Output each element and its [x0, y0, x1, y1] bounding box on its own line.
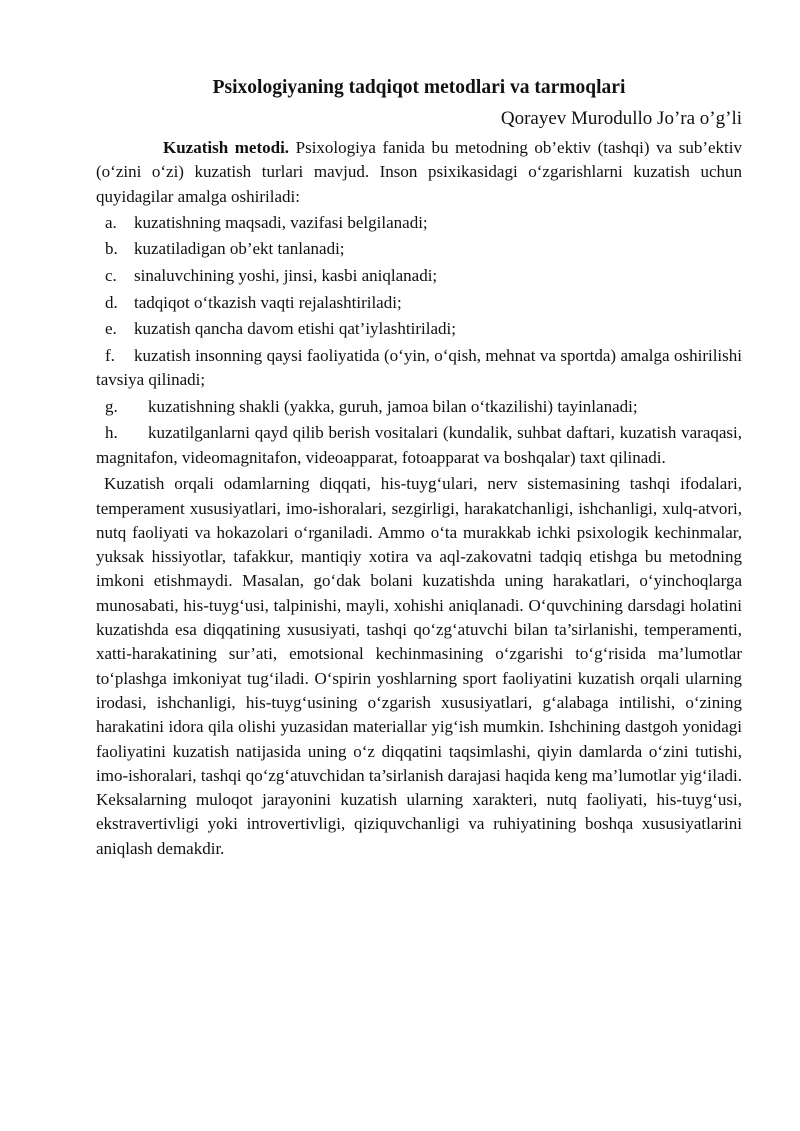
author-name: Qorayev Murodullo Jo’ra o’g’li: [500, 108, 742, 129]
list-item: [96, 421, 742, 470]
list-item: [96, 317, 742, 341]
list-item-text: sinaluvchining yoshi, jinsi, kasbi aniqlanadi;: [134, 266, 438, 286]
list-marker: d.: [105, 292, 118, 312]
list-item-text: kuzatishning shakli (yakka, guruh, jamoa bilan o‘tkazilishi) tayinlanadi;: [148, 396, 638, 416]
body-paragraph: Kuzatish orqali odamlarning diqqati, his-tuyg‘ulari, nerv sistemasining tashqi ifodalari, temperament xususiyatlari, imo-ishoralari, sezgirligi, harakatchanligi, ishchanligi, xulq-atvori, nutq faoliyati va hokazolari o‘rganiladi. Ammo o‘ta murakkab ichki psixologik kechinmalar, yuksak hissiyotlar, tafakkur, mantiqiy xotira va aql-zakovatni tadqiq etishga bu metodning imkoni etishmaydi. Masalan, go‘dak bolani kuzatishda uning harakatlari, o‘yinchoqlarga munosabati, his-tuyg‘usi, talpinishi, mayli, xohishi aniqlanadi. O‘quvchining darsdagi holatini kuzatishda esa diqqatining xususiyati, tashqi qo‘zg‘atuvchi bilan ta’sirlanishi, temperamenti, xatti-harakatining sur’ati, emotsional kechinmasining o‘zgarishi to‘g‘risida ma’lumotlar to‘plashga imkoniyat tug‘iladi. O‘spirin yoshlarning sport faoliyatini kuzatish orqali ularning irodasi, ishchanligi, his-tuyg‘usining o‘zgarish xususiyatlari, g‘alabaga intilishi, o‘zining harakatini idora qila olishi yuzasidan materiallar yig‘ish mumkin. Ishchining dastgoh yonidagi faoliyatini kuzatish natijasida uning o‘z diqqatini taqsimlashi, qiyin damlarda o‘zini tutishi, imo-ishoralari, tashqi qo‘zg‘atuvchidan ta’sirlanish darajasi haqida keng ma’lumotlar yig‘iladi. Keksalarning muloqot jarayonini kuzatish ularning xarakteri, nutq faoliyati, his-tuyg‘usi, ekstravertivligi yoki introvertivligi, qiziquvchanligi va ruhiyatining boshqa xususiyatlarini aniqlash demakdir.: [96, 474, 742, 858]
intro-text: Psixologiya fanida bu metodning ob’ektiv (tashqi) va sub’ektiv (o‘zini o‘zi) kuzatish turlari mavjud. Inson psixikasidagi o‘zgarishlarni kuzatish uchun quyidagilar amalga oshiriladi:: [96, 138, 742, 206]
list-item: [96, 395, 742, 419]
list-item-text: kuzatilganlarni qayd qilib berish vositalari (kundalik, suhbat daftari, kuzatish varaqasi, magnitafon, videomagnitafon, videoapparat, fotoapparat va boshqalar) taxt qilinadi.: [96, 423, 742, 467]
list-marker: a.: [105, 212, 117, 232]
list-item-text: kuzatish qancha davom etishi qat’iylashtiriladi;: [134, 319, 456, 339]
document-title: Psixologiyaning tadqiqot metodlari va tarmoqlari: [212, 77, 626, 98]
list-item-text: kuzatiladigan ob’ekt tanlanadi;: [134, 239, 345, 259]
list-item: [96, 344, 742, 393]
list-item: [96, 264, 742, 288]
list-item-text: kuzatishning maqsadi, vazifasi belgilanadi;: [134, 212, 428, 232]
intro-heading: Kuzatish metodi.: [163, 138, 290, 157]
list-item-text: tadqiqot o‘tkazish vaqti rejalashtiriladi;: [134, 292, 402, 312]
list-marker: e.: [105, 319, 117, 339]
document-page: [96, 74, 742, 861]
list-marker: c.: [105, 266, 117, 286]
list-marker: h.: [105, 423, 118, 443]
list-item-text: kuzatish insonning qaysi faoliyatida (o‘yin, o‘qish, mehnat va sportda) amalga oshirilishi tavsiya qilinadi;: [96, 345, 742, 390]
list-marker: g.: [105, 396, 118, 416]
list-marker: b.: [105, 239, 118, 259]
intro-paragraph: [96, 136, 742, 209]
list-item: [96, 291, 742, 315]
list-item: [96, 211, 742, 235]
list-marker: f.: [105, 345, 115, 365]
method-steps-list: [96, 211, 742, 470]
list-item: [96, 237, 742, 261]
